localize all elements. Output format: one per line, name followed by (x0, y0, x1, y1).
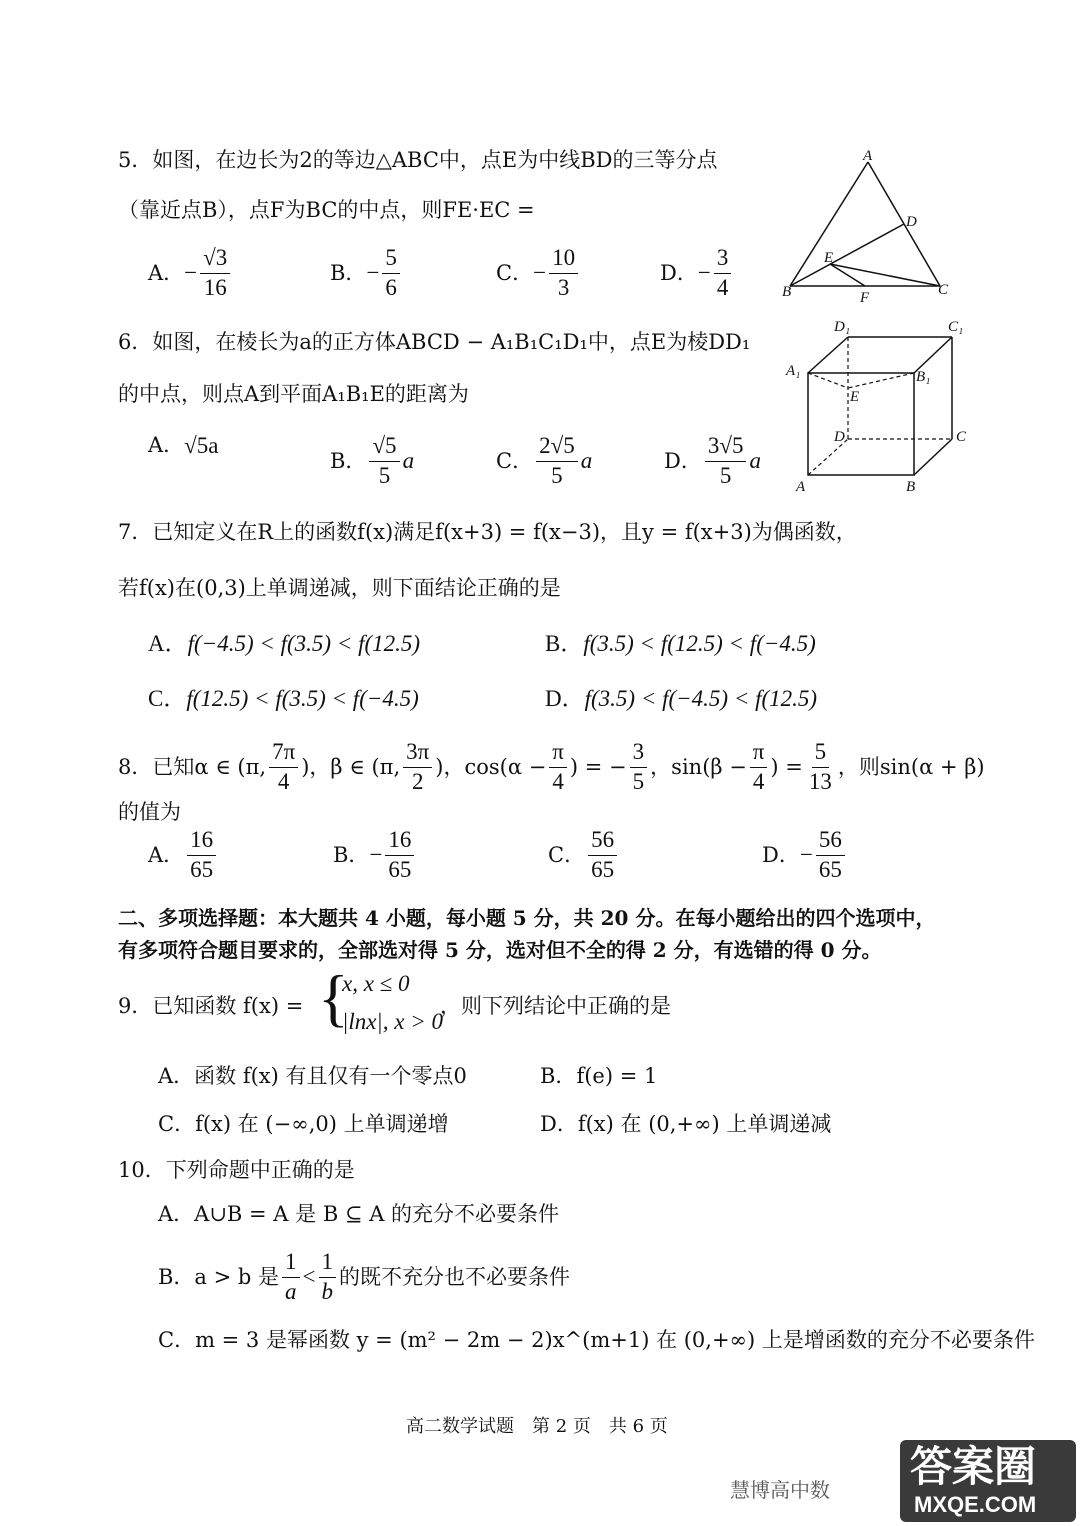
q6-option-a-text: √5a (184, 433, 219, 458)
q7-option-b (545, 630, 816, 658)
q10-b-frac1-den: a (285, 1278, 297, 1304)
q9-brace: { (318, 962, 349, 1033)
q8-part-7: ，则sin(α + β) (837, 754, 985, 779)
q5-stem-line1: 5．如图，在边长为2的等边△ABC中，点E为中线BD的三等分点 (118, 148, 718, 172)
q9-option-d (540, 1112, 831, 1137)
q7-option-b-label: B． (545, 631, 584, 656)
q5-option-d-num: 3 (714, 244, 732, 274)
q8-part-1: 8．已知α ∈ (π, (118, 754, 267, 779)
q5-option-b-num: 5 (382, 244, 400, 274)
q5-option-a-num: √3 (200, 244, 230, 274)
q8-frac6-den: 13 (808, 768, 832, 794)
q8-frac2-num: 3π (403, 738, 432, 768)
watermark-site: MXQE.COM (914, 1492, 1037, 1517)
q6-option-b (330, 432, 414, 491)
q8-frac1-den: 4 (277, 768, 290, 794)
q8-part-5: ，sin(β − (650, 754, 747, 779)
q7-option-c-label: C． (148, 686, 187, 711)
q8-stem-line2: 的值为 (118, 800, 181, 824)
q9-option-a (158, 1064, 467, 1089)
q5-option-c (496, 244, 581, 303)
q5-option-c-sign: − (533, 260, 547, 286)
q10-stem: 10．下列命题中正确的是 (118, 1158, 355, 1182)
q5-stem-line2: （靠近点B），点F为BC的中点，则FE·EC = (118, 198, 535, 222)
q7-option-c (148, 685, 419, 713)
q8-option-d-sign: − (799, 842, 813, 868)
q9-case1: x, x ≤ 0 (342, 971, 410, 996)
q9-case2: |lnx|, x > 0 (342, 1009, 443, 1034)
q6-option-b-num: √5 (369, 432, 399, 462)
q8-frac4-den: 5 (632, 768, 645, 794)
q5-label-F: F (860, 290, 870, 306)
q9-option-b (540, 1064, 657, 1089)
q6-option-d-den: 5 (719, 462, 732, 488)
q9-prefix: 9．已知函数 f(x) = (118, 994, 304, 1018)
q7-option-a (148, 630, 420, 658)
q5-label-A: A (863, 148, 873, 164)
q6-label-B1: B₁ (916, 369, 931, 385)
q6-option-a-label: A． (148, 433, 185, 458)
q8-stem-line1 (118, 738, 985, 797)
q6-option-a (148, 432, 219, 460)
q8-frac6-num: 5 (812, 738, 830, 768)
q8-option-b-den: 65 (388, 856, 412, 882)
q5-option-d-sign: − (697, 260, 711, 286)
q10-b-frac2-den: b (321, 1278, 334, 1304)
q5-triangle-figure (780, 148, 960, 308)
q8-frac5-den: 4 (752, 768, 765, 794)
q9-option-a-text: 函数 f(x) 有且仅有一个零点0 (194, 1064, 467, 1088)
q10-b-frac1-num: 1 (282, 1248, 300, 1278)
q6-label-A1: A₁ (786, 363, 801, 379)
q8-frac4-num: 3 (630, 738, 648, 768)
q9-option-b-text: f(e) = 1 (576, 1064, 658, 1088)
q8-option-b-sign: − (369, 842, 383, 868)
q5-option-d-den: 4 (716, 274, 729, 300)
page-footer: 高二数学试题 第 2 页 共 6 页 (406, 1416, 668, 1437)
q6-option-b-suffix: a (402, 448, 415, 474)
q6-cube-figure (782, 315, 977, 500)
q5-option-c-label: C． (496, 260, 534, 285)
q6-option-b-label: B． (330, 448, 367, 473)
q9-option-c-label: C． (158, 1112, 196, 1136)
q10-option-b-pre: B．a > b 是 (158, 1264, 280, 1289)
q8-frac1-num: 7π (269, 738, 298, 768)
q7-option-d-text: f(3.5) < f(−4.5) < f(12.5) (584, 686, 818, 711)
q6-label-D1: D₁ (834, 319, 851, 335)
q5-option-a-label: A． (148, 260, 185, 285)
q5-option-c-den: 3 (557, 274, 570, 300)
q6-option-c-label: C． (496, 448, 534, 473)
q5-option-d (660, 244, 734, 303)
q6-option-c-num: 2√5 (536, 432, 578, 462)
q9-option-b-label: B． (540, 1064, 577, 1088)
q8-frac3-den: 4 (552, 768, 564, 794)
q8-option-c-num: 56 (588, 826, 617, 856)
q7-option-d-label: D． (545, 686, 585, 711)
q7-option-a-label: A． (148, 631, 188, 656)
watermark-logo-text: 答案圈 (910, 1443, 1037, 1490)
q6-option-d-suffix: a (749, 448, 761, 474)
watermark-text: 慧博高中数 (730, 1478, 830, 1502)
q6-option-d-label: D． (664, 448, 702, 473)
q10-option-b-lt: < (302, 1264, 316, 1290)
q5-label-E: E (824, 250, 834, 266)
q6-label-A: A (796, 479, 806, 495)
q8-part-3: )，cos(α − (435, 754, 547, 779)
q9-option-a-label: A． (158, 1064, 195, 1088)
q6-stem-line2: 的中点，则点A到平面A₁B₁E的距离为 (118, 382, 469, 406)
q8-part-6: ) = (770, 754, 803, 779)
q7-option-d (545, 685, 817, 713)
section2-line2: 有多项符合题目要求的，全部选对得 5 分，选对但不全的得 2 分，有选错的得 0 分。 (118, 938, 882, 962)
q9-option-c-text: f(x) 在 (−∞,0) 上单调递增 (195, 1112, 449, 1136)
q6-label-C: C (956, 429, 967, 445)
q8-frac5-num: π (750, 738, 768, 768)
q6-label-B: B (906, 479, 916, 495)
q5-option-b (330, 244, 403, 303)
q5-option-d-label: D． (660, 260, 698, 285)
q6-label-C1: C₁ (948, 319, 964, 335)
q5-label-B: B (782, 284, 792, 300)
q10-option-b-post: 的既不充分也不必要条件 (339, 1264, 571, 1289)
q5-label-C: C (938, 282, 949, 298)
watermark-logo (900, 1440, 1076, 1522)
q9-suffix: ，则下列结论中正确的是 (440, 994, 671, 1018)
q6-label-D: D (834, 429, 845, 445)
q10-option-a: A．A∪B = A 是 B ⊆ A 的充分不必要条件 (158, 1202, 560, 1226)
q8-option-d (762, 826, 848, 885)
q9-option-c (158, 1112, 449, 1137)
q5-option-a (148, 244, 233, 303)
q8-option-b-label: B． (333, 842, 370, 867)
q5-option-b-label: B． (330, 260, 367, 285)
q7-option-a-text: f(−4.5) < f(3.5) < f(12.5) (187, 631, 421, 656)
q6-option-d (664, 432, 761, 491)
q7-option-b-text: f(3.5) < f(12.5) < f(−4.5) (583, 631, 816, 656)
q8-part-2: )，β ∈ (π, (301, 754, 401, 779)
q6-label-E: E (850, 389, 860, 405)
q8-option-a-den: 65 (190, 856, 214, 882)
q6-stem-line1: 6．如图，在棱长为a的正方体ABCD − A₁B₁C₁D₁中，点E为棱DD₁ (118, 330, 751, 354)
q8-option-b (333, 826, 417, 885)
q8-option-b-num: 16 (385, 826, 414, 856)
q6-option-c-suffix: a (580, 448, 593, 474)
q5-label-D: D (906, 214, 917, 230)
q5-option-b-den: 6 (385, 274, 397, 300)
q8-option-c-den: 65 (591, 856, 615, 882)
q8-option-d-label: D． (762, 842, 800, 867)
q6-option-d-num: 3√5 (705, 432, 747, 462)
q6-option-c (496, 432, 592, 491)
q8-option-d-den: 65 (818, 856, 842, 882)
q5-option-b-sign: − (366, 260, 380, 286)
q5-option-a-den: 16 (203, 274, 227, 300)
q5-option-c-num: 10 (549, 244, 578, 274)
q9-option-d-label: D． (540, 1112, 578, 1136)
q8-option-c-label: C． (548, 842, 586, 867)
q6-option-c-den: 5 (551, 462, 563, 488)
q7-stem-line1: 7．已知定义在R上的函数f(x)满足f(x+3) = f(x−3)，且y = f(x+3)为偶函数， (118, 520, 857, 544)
q8-option-a (148, 826, 219, 885)
q10-option-c: C．m = 3 是幂函数 y = (m² − 2m − 2)x^(m+1) 在 (0,+∞) 上是增函数的充分不必要条件 (158, 1328, 1035, 1352)
q7-option-c-text: f(12.5) < f(3.5) < f(−4.5) (186, 686, 419, 711)
q8-option-d-num: 56 (816, 826, 845, 856)
section2-line1: 二、多项选择题：本大题共 4 小题，每小题 5 分，共 20 分。在每小题给出的四个选项中， (118, 906, 936, 930)
q8-frac3-num: π (549, 738, 567, 768)
q8-option-c (548, 826, 620, 885)
q5-option-a-sign: − (184, 260, 198, 286)
q9-option-d-text: f(x) 在 (0,+∞) 上单调递减 (577, 1112, 832, 1136)
q10-option-b (158, 1248, 570, 1307)
q8-frac2-den: 2 (411, 768, 424, 794)
q6-option-b-den: 5 (378, 462, 391, 488)
q7-stem-line2: 若f(x)在(0,3)上单调递减，则下面结论正确的是 (118, 576, 561, 600)
q10-b-frac2-num: 1 (319, 1248, 337, 1278)
q8-option-a-label: A． (148, 842, 185, 867)
q8-part-4: ) = − (569, 754, 627, 779)
q8-option-a-num: 16 (187, 826, 216, 856)
